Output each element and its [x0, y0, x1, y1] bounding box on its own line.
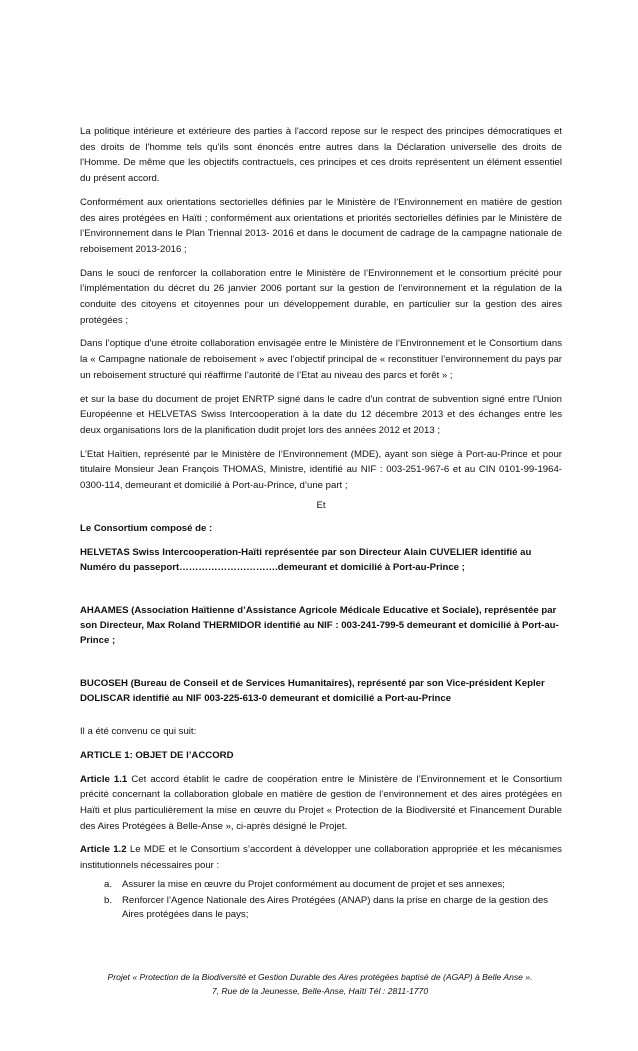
list-item-text: Assurer la mise en œuvre du Projet conformément au document de projet et ses annexes;: [122, 878, 505, 890]
party-bucoseh: BUCOSEH (Bureau de Conseil et de Services Humanitaires), représenté par son Vice-président Kepler DOLISCAR identifié au NIF 003-225-613-0 demeurant et domicilié a Port-au-Prince: [80, 678, 545, 705]
article-1-2-label: Article 1.2: [80, 844, 127, 856]
paragraph-orientations: Conformément aux orientations sectorielles définies par le Ministère de l’Environnement en matière de gestion des aires protégées en Haïti ; conformément aux orientations et priorités sectorielles définies par le Ministère de l’Environnement dans le Plan Triennal 2013- 2016 et dans le document de cadrage de la campagne nationale de reboisement 2013-2016 ;: [80, 196, 562, 255]
list-item: [104, 894, 562, 924]
paragraph-collaboration: Dans le souci de renforcer la collaboration entre le Ministère de l’Environnement et le consortium précité pour l’implémentation du décret du 26 janvier 2006 portant sur la gestion de l’environnement et la régulation de la conduite des citoyens et citoyennes pour un développement durable, en particulier sur la gestion des aires protégées ;: [80, 267, 562, 326]
list-marker: b.: [104, 894, 113, 906]
party-helvetas: HELVETAS Swiss Intercooperation-Haïti représentée par son Directeur Alain CUVELIER identifié au Numéro du passeport………………………….demeurant et domicilié à Port-au-Prince ;: [80, 547, 532, 574]
paragraph-et: Et: [316, 499, 326, 511]
article-1-2: [80, 842, 562, 873]
document-body: [80, 124, 562, 924]
article-1-1: [80, 772, 562, 835]
paragraph-enrtp: et sur la base du document de projet ENRTP signé dans le cadre d'un contrat de subvention signé entre l'Union Européenne et HELVETAS Swiss Intercooperation à la date du 12 décembre 2013 et des échanges entre les deux organisations lors de la planification dudit projet lors des années 2012 et 2013 ;: [80, 393, 562, 436]
footer-project-line: Projet « Protection de la Biodiversité et Gestion Durable des Aires protégées baptisé de (AGAP) à Belle Anse ».: [107, 972, 533, 982]
paragraph-etat-haitien: L’Etat Haïtien, représenté par le Ministère de l’Environnement (MDE), ayant son siège à Port-au-Prince et pour titulaire Monsieur Jean François THOMAS, Ministre, identifié au NIF : 003-251-967-6 et au CIN 0101-99-1964-0300-114, demeurant et domicilié à Port-au-Prince, d’une part ;: [80, 448, 562, 492]
paragraph-reboisement: Dans l’optique d’une étroite collaboration envisagée entre le Ministère de l’Environnement et le Consortium dans la « Campagne nationale de reboisement » avec l’objectif principal de « reconstituer l’environnement du pays par un reboisement structuré qui réaffirme l’autorité de l’Etat au niveau des parcs et forêt » ;: [80, 338, 562, 381]
article-1-1-label: Article 1.1: [80, 773, 128, 785]
article-1-2-list: [80, 878, 562, 923]
list-marker: a.: [104, 878, 113, 890]
paragraph-convenu: Il a été convenu ce qui suit:: [80, 726, 197, 738]
page-footer: [60, 970, 580, 998]
list-item-text: Renforcer l’Agence Nationale des Aires Protégées (ANAP) dans la prise en charge de la gestion des Aires protégées dans le pays;: [122, 894, 549, 921]
paragraph-principles: La politique intérieure et extérieure des parties à l'accord repose sur le respect des principes démocratiques et des droits de l'homme tels qu'ils sont énoncés entre autres dans la Déclaration universelle des droits de l'Homme. De même que les objectifs contractuels, ces principes et ces droits représentent un élément essentiel du présent accord.: [80, 126, 562, 185]
article-1-1-text: Cet accord établit le cadre de coopération entre le Ministère de l’Environnement et le Consortium précité concernant la collaboration globale en matière de gestion de l’environnement et des aires protégées en Haïti et plus particulièrement la mise en œuvre du Projet « Protection de la Biodiversité et Financement Durable des Aires Protégées à Belle-Anse », ci-après désigné le Projet.: [80, 773, 562, 832]
article-1-heading: ARTICLE 1: OBJET DE l’ACCORD: [80, 749, 234, 761]
party-ahaames: AHAAMES (Association Haïtienne d’Assistance Agricole Médicale Educative et Sociale), représentée par son Directeur, Max Roland THERMIDOR identifié au NIF : 003-241-799-5 demeurant et domicilié à Port-au-Prince ;: [80, 605, 559, 647]
article-1-2-text: Le MDE et le Consortium s’accordent à développer une collaboration appropriée et les mécanismes institutionnels nécessaires pour :: [80, 844, 562, 872]
list-item: [104, 878, 562, 893]
footer-address-line: 7, Rue de la Jeunesse, Belle-Anse, Haïti Tél : 2811-1770: [211, 986, 429, 996]
consortium-heading: Le Consortium composé de :: [80, 523, 213, 535]
